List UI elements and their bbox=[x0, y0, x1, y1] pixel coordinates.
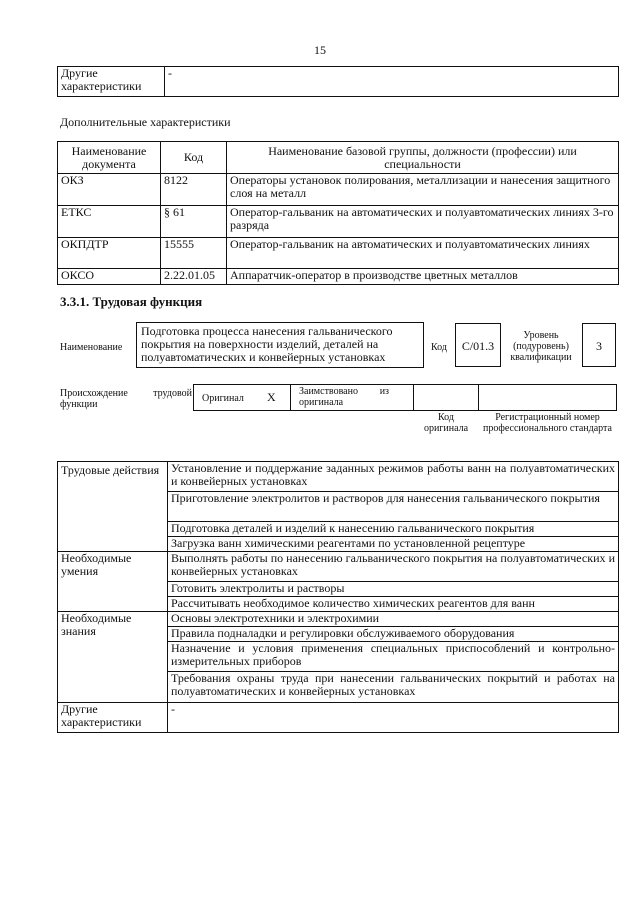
original-mark: X bbox=[267, 390, 276, 404]
table-row bbox=[58, 238, 619, 269]
doc-cell: ОКСО bbox=[58, 269, 161, 285]
name-label: Наименование bbox=[60, 342, 123, 353]
reg-caption: Регистрационный номер профессионального стандарта bbox=[483, 412, 612, 434]
level-label: Уровень (подуровень) квалификации bbox=[510, 330, 572, 363]
header-doc-name: Наименование документа bbox=[58, 142, 161, 174]
code-caption: Код оригинала bbox=[423, 412, 469, 434]
top-other-table bbox=[57, 66, 619, 97]
additional-title: Дополнительные характеристики bbox=[60, 115, 231, 129]
table-row bbox=[58, 703, 619, 733]
top-other-label: Другие характеристики bbox=[58, 67, 165, 97]
action-item: Подготовка деталей и изделий к нанесению гальванического покрытия bbox=[168, 522, 619, 537]
knowledge-item: Назначение и условия применения специальных приспособлений и контрольно-измерительных приборов bbox=[168, 642, 619, 672]
doc-cell: ОКЗ bbox=[58, 174, 161, 206]
level-value: 3 bbox=[596, 339, 602, 353]
additional-header-row bbox=[58, 142, 619, 174]
doc-cell: ОКПДТР bbox=[58, 238, 161, 269]
table-row bbox=[58, 552, 619, 582]
borrowed-label: Заимствовано из оригинала bbox=[299, 386, 389, 408]
original-label: Оригинал bbox=[202, 393, 244, 404]
table-row bbox=[58, 462, 619, 492]
header-code: Код bbox=[161, 142, 227, 174]
origin-borrowed-box bbox=[290, 384, 414, 411]
section-label-knowledge: Необходимые знания bbox=[58, 612, 168, 703]
code-cell: 2.22.01.05 bbox=[161, 269, 227, 285]
header-group-name: Наименование базовой группы, должности (профессии) или специальности bbox=[227, 142, 619, 174]
origin-original-box bbox=[193, 384, 291, 411]
action-item: Приготовление электролитов и растворов для нанесения гальванического покрытия bbox=[168, 492, 619, 522]
top-other-value: - bbox=[165, 67, 619, 97]
additional-table bbox=[57, 141, 619, 285]
action-item: Загрузка ванн химическими реагентами по установленной рецептуре bbox=[168, 537, 619, 552]
main-table bbox=[57, 461, 619, 733]
origin-reg-box bbox=[478, 384, 617, 411]
knowledge-item: Требования охраны труда при нанесении гальванических покрытий и работах на полуавтоматических и конвейерных установках bbox=[168, 672, 619, 703]
name-cell: Оператор-гальваник на автоматических и полуавтоматических линиях 3-го разряда bbox=[227, 206, 619, 238]
origin-code-box bbox=[413, 384, 479, 411]
code-cell: 8122 bbox=[161, 174, 227, 206]
level-box bbox=[582, 323, 616, 367]
origin-label: Происхождение трудовой функции bbox=[60, 388, 192, 410]
function-code-box bbox=[455, 323, 501, 367]
section-title: 3.3.1. Трудовая функция bbox=[60, 294, 203, 309]
code-cell: § 61 bbox=[161, 206, 227, 238]
knowledge-item: Основы электротехники и электрохимии bbox=[168, 612, 619, 627]
function-name: Подготовка процесса нанесения гальванического покрытия на поверхности изделий, деталей на полуавтоматических и конвейерных установках bbox=[141, 324, 393, 364]
skill-item: Готовить электролиты и растворы bbox=[168, 582, 619, 597]
page-number: 15 bbox=[314, 43, 326, 57]
function-code: C/01.3 bbox=[461, 339, 495, 353]
other-item: - bbox=[168, 703, 619, 733]
doc-cell: ЕТКС bbox=[58, 206, 161, 238]
section-label-skills: Необходимые умения bbox=[58, 552, 168, 612]
action-item: Установление и поддержание заданных режимов работы ванн на полуавтоматических и конвейерных установках bbox=[168, 462, 619, 492]
function-name-box bbox=[136, 322, 424, 368]
code-cell: 15555 bbox=[161, 238, 227, 269]
code-label: Код bbox=[431, 342, 447, 353]
table-row bbox=[58, 269, 619, 285]
table-row bbox=[58, 612, 619, 627]
table-row bbox=[58, 174, 619, 206]
skill-item: Выполнять работы по нанесению гальванического покрытия на полуавтоматических и конвейерных установках bbox=[168, 552, 619, 582]
section-label-other: Другие характеристики bbox=[58, 703, 168, 733]
name-cell: Операторы установок полирования, металлизации и нанесения защитного слоя на металл bbox=[227, 174, 619, 206]
name-cell: Оператор-гальваник на автоматических и полуавтоматических линиях bbox=[227, 238, 619, 269]
name-cell: Аппаратчик-оператор в производстве цветных металлов bbox=[227, 269, 619, 285]
knowledge-item: Правила подналадки и регулировки обслуживаемого оборудования bbox=[168, 627, 619, 642]
table-row bbox=[58, 206, 619, 238]
skill-item: Рассчитывать необходимое количество химических реагентов для ванн bbox=[168, 597, 619, 612]
section-label-actions: Трудовые действия bbox=[58, 462, 168, 552]
